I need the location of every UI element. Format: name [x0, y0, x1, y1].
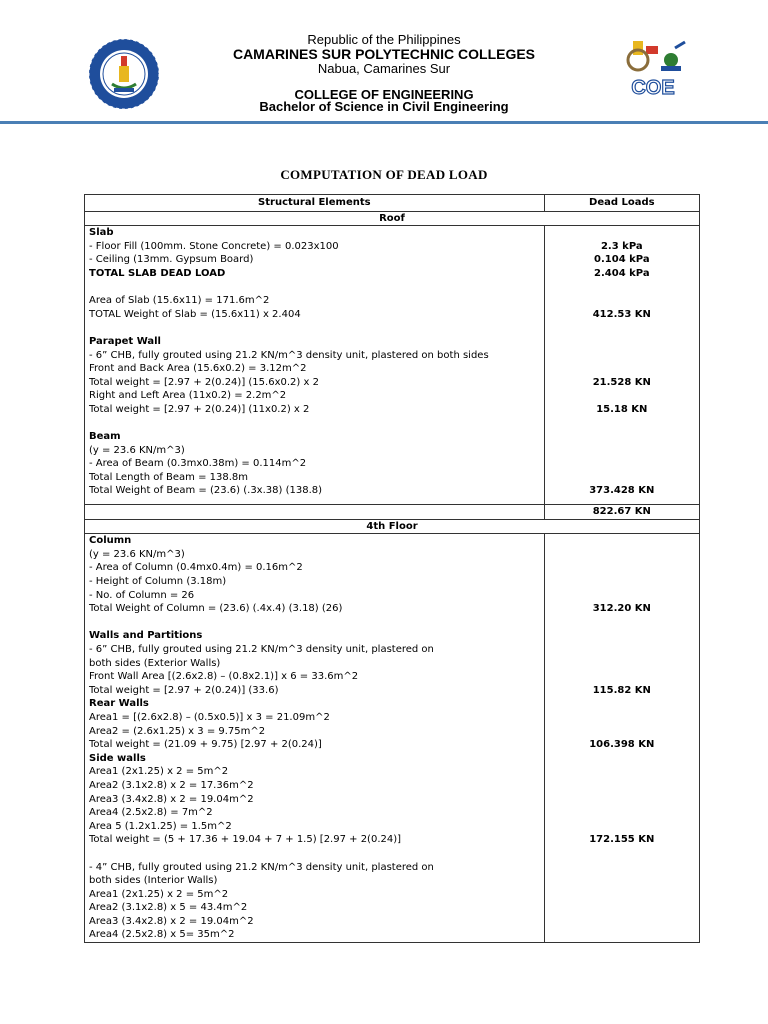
- floor4-line: Area1 = [(2.6x2.8) – (0.5x0.5)] x 3 = 21.09m^2: [89, 711, 330, 723]
- load-value: 2.404 kPa: [594, 267, 650, 279]
- roof-slab-heading: Slab: [89, 227, 114, 239]
- floor4-line: Area2 = (2.6x1.25) x 3 = 9.75m^2: [89, 725, 266, 737]
- section-label-4th-floor: 4th Floor: [85, 519, 700, 534]
- floor4-line: (y = 23.6 KN/m^3): [89, 548, 185, 560]
- document-header: [0, 0, 768, 122]
- roof-line: - Floor Fill (100mm. Stone Concrete) = 0.023x100: [89, 240, 339, 252]
- roof-line: - Ceiling (13mm. Gypsum Board): [89, 254, 254, 266]
- load-value: 172.155 KN: [589, 834, 655, 846]
- table-row-roof-details: [85, 226, 700, 505]
- roof-parapet-heading: Parapet Wall: [89, 335, 161, 347]
- roof-line: Total weight = [2.97 + 2(0.24)] (15.6x0.2) x 2: [89, 376, 319, 388]
- roof-line: (y = 23.6 KN/m^3): [89, 444, 185, 456]
- floor4-line: both sides (Exterior Walls): [89, 657, 221, 669]
- header-program: Bachelor of Science in Civil Engineering: [259, 99, 509, 114]
- roof-loads-cell: [544, 226, 699, 505]
- floor4-line: Total weight = [2.97 + 2(0.24)] (33.6): [89, 684, 279, 696]
- floor4-line: Area3 (3.4x2.8) x 2 = 19.04m^2: [89, 793, 254, 805]
- college-seal-logo: [88, 38, 160, 110]
- load-value: 15.18 KN: [596, 403, 648, 415]
- roof-beam-heading: Beam: [89, 431, 121, 443]
- floor4-line: Total Weight of Column = (23.6) (.4x.4) (3.18) (26): [89, 603, 343, 615]
- coe-logo: [613, 38, 695, 100]
- section-row-roof: [85, 211, 700, 226]
- floor4-line: Area3 (3.4x2.8) x 2 = 19.04m^2: [89, 915, 254, 927]
- floor4-line: Area 5 (1.2x1.25) = 1.5m^2: [89, 820, 232, 832]
- floor4-line: both sides (Interior Walls): [89, 875, 218, 887]
- floor4-walls-heading: Walls and Partitions: [89, 630, 203, 642]
- load-value: 0.104 kPa: [594, 254, 650, 266]
- coe-logo-text: COE: [631, 77, 675, 99]
- floor4-line: - 4” CHB, fully grouted using 21.2 KN/m^3 density unit, plastered on: [89, 861, 434, 873]
- load-value: 373.428 KN: [589, 485, 655, 497]
- roof-total-label-cell: [85, 505, 545, 520]
- document-title: COMPUTATION OF DEAD LOAD: [280, 167, 488, 182]
- floor4-column-heading: Column: [89, 535, 132, 547]
- roof-details-cell: [85, 226, 545, 505]
- dead-load-table: [84, 194, 700, 943]
- floor4-line: - Area of Column (0.4mx0.4m) = 0.16m^2: [89, 562, 303, 574]
- load-value: 106.398 KN: [589, 739, 655, 751]
- roof-line: TOTAL Weight of Slab = (15.6x11) x 2.404: [89, 308, 301, 320]
- roof-line: Total Weight of Beam = (23.6) (.3x.38) (138.8): [89, 485, 323, 497]
- floor4-line: - 6” CHB, fully grouted using 21.2 KN/m^3 density unit, plastered on: [89, 644, 434, 655]
- floor4-rear-walls-heading: Rear Walls: [89, 698, 149, 710]
- table-row-roof-total: [85, 505, 700, 520]
- floor4-side-walls-heading: Side walls: [89, 752, 146, 764]
- load-value: 412.53 KN: [592, 308, 651, 320]
- floor4-line: - No. of Column = 26: [89, 589, 195, 601]
- load-value: 2.3 kPa: [600, 240, 643, 252]
- load-value: 115.82 KN: [592, 684, 651, 696]
- roof-line: TOTAL SLAB DEAD LOAD: [89, 267, 226, 279]
- section-row-4th-floor: [85, 519, 700, 534]
- column-header-structural-elements: Structural Elements: [85, 195, 545, 212]
- roof-line: - 6” CHB, fully grouted using 21.2 KN/m^3 density unit, plastered on both sides: [89, 349, 489, 361]
- floor4-line: - Height of Column (3.18m): [89, 576, 227, 588]
- floor4-loads-cell: [544, 534, 699, 943]
- floor4-line: Area4 (2.5x2.8) x 5= 35m^2: [89, 929, 235, 941]
- floor4-details-cell: [85, 534, 545, 943]
- roof-line: Total weight = [2.97 + 2(0.24)] (11x0.2) x 2: [89, 403, 310, 415]
- floor4-line: Area4 (2.5x2.8) = 7m^2: [89, 807, 213, 819]
- floor4-line: Total weight = (5 + 17.36 + 19.04 + 7 + 1.5) [2.97 + 2(0.24)]: [89, 834, 402, 846]
- floor4-line: Front Wall Area [(2.6x2.8) – (0.8x2.1)] x 6 = 33.6m^2: [89, 671, 359, 683]
- load-value: 312.20 KN: [592, 603, 651, 615]
- roof-line: - Area of Beam (0.3mx0.38m) = 0.114m^2: [89, 458, 307, 470]
- floor4-line: Total weight = (21.09 + 9.75) [2.97 + 2(0.24)]: [89, 739, 322, 751]
- roof-total-cell: 822.67 KN: [544, 505, 699, 520]
- floor4-line: Area2 (3.1x2.8) x 5 = 43.4m^2: [89, 902, 248, 914]
- header-location: Nabua, Camarines Sur: [317, 61, 451, 76]
- roof-line: Total Length of Beam = 138.8m: [89, 471, 249, 483]
- table-row-4th-floor-details: [85, 534, 700, 943]
- column-header-dead-loads: Dead Loads: [544, 195, 699, 212]
- roof-line: Right and Left Area (11x0.2) = 2.2m^2: [89, 390, 287, 402]
- section-label-roof: Roof: [85, 211, 700, 226]
- roof-line: Front and Back Area (15.6x0.2) = 3.12m^2: [89, 363, 307, 375]
- header-college-name: CAMARINES SUR POLYTECHNIC COLLEGES: [232, 46, 536, 62]
- floor4-line: Area1 (2x1.25) x 2 = 5m^2: [89, 888, 229, 900]
- header-department: COLLEGE OF ENGINEERING: [294, 87, 474, 102]
- header-divider: [0, 121, 768, 124]
- floor4-line: Area1 (2x1.25) x 2 = 5m^2: [89, 766, 229, 778]
- table-header-row: [85, 195, 700, 212]
- roof-line: Area of Slab (15.6x11) = 171.6m^2: [89, 295, 270, 307]
- load-value: 21.528 KN: [592, 376, 651, 388]
- header-republic: Republic of the Philippines: [307, 32, 461, 47]
- floor4-line: Area2 (3.1x2.8) x 2 = 17.36m^2: [89, 779, 254, 791]
